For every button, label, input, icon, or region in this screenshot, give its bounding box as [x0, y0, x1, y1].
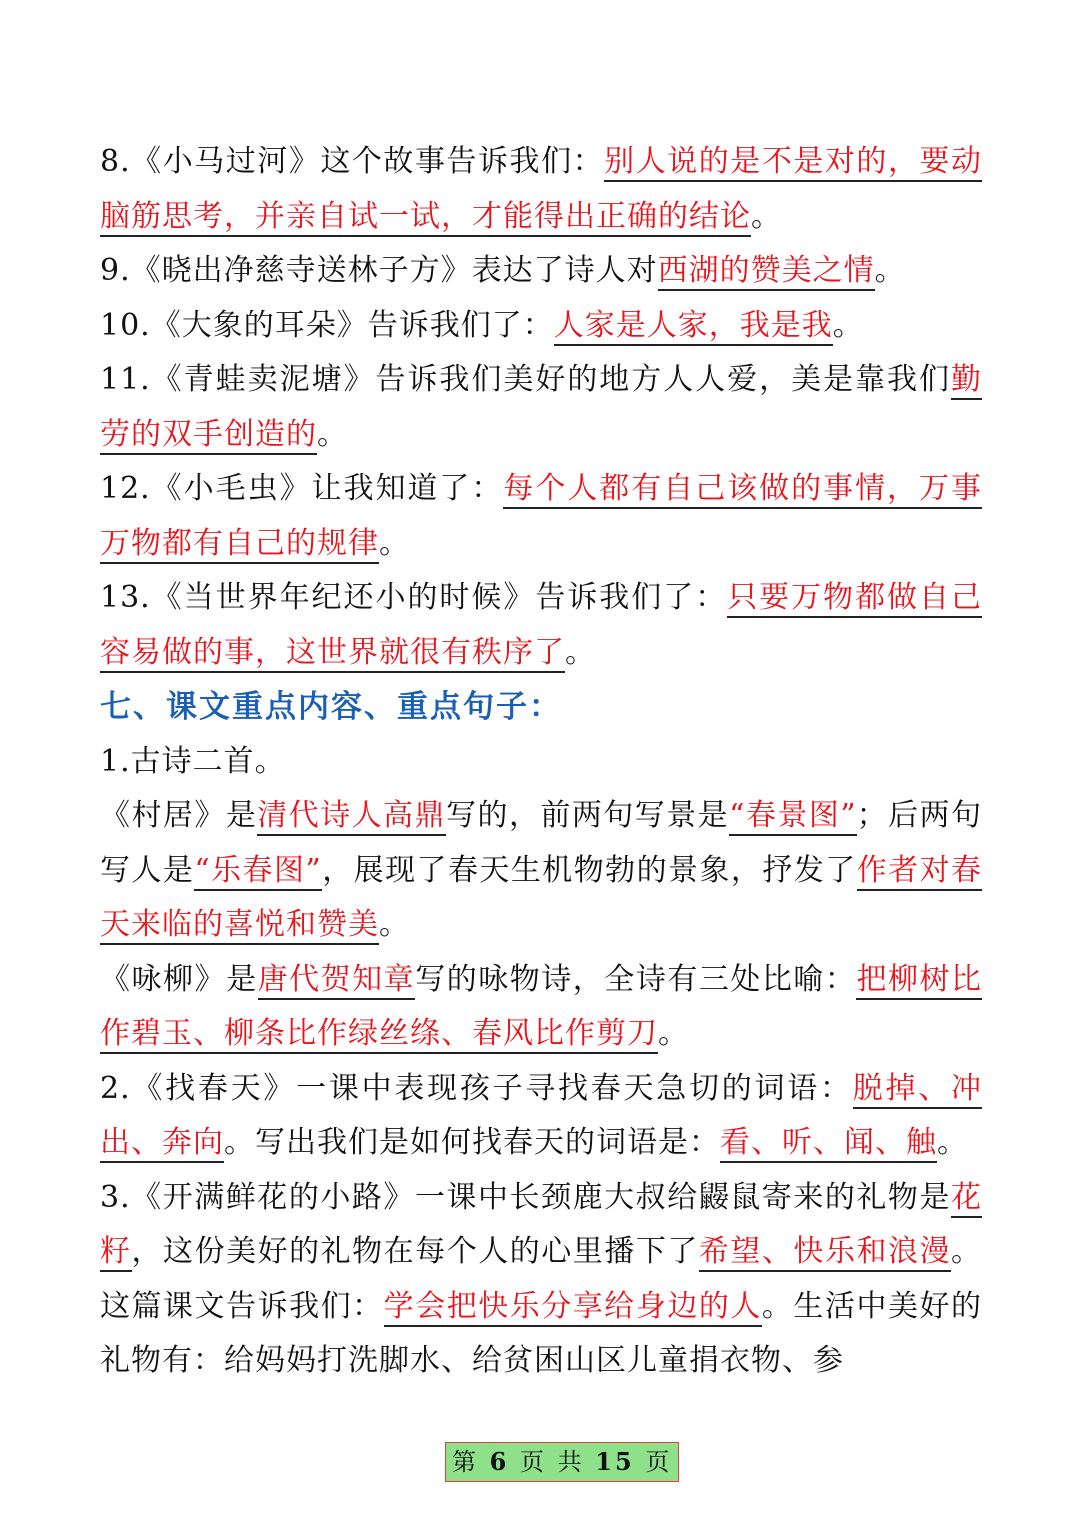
item-8-answer: 别人说的是不是对的，要动脑筋思考，并亲自试一试，才能得出正确的结论	[100, 144, 982, 237]
zhaochuntian-answer-2: 看、听、闻、触	[720, 1125, 937, 1163]
xiaolu-text-3: 。这篇课文告诉我们：	[100, 1234, 983, 1324]
yongliu-text-2: 写的咏物诗，全诗有三处比喻：	[415, 961, 857, 997]
item-11	[100, 353, 982, 462]
xiaolu-text-4: 。生活中美好的礼物有：给妈妈打洗脚水、给贫困山区儿童捐衣物、参	[100, 1288, 983, 1378]
sub1-title: 1.古诗二首。	[100, 743, 286, 779]
item-10-question: 10.《大象的耳朵》告诉我们了：	[100, 307, 554, 343]
cunju-text-4: ，展现了春天生机物勃的景象，抒发了	[321, 852, 857, 888]
xiaolu-answer-3: 学会把快乐分享给身边的人	[384, 1289, 762, 1327]
zhaochuntian-text-3: 。	[937, 1125, 968, 1160]
zhaochuntian-paragraph	[100, 1062, 982, 1171]
section-heading: 七、课文重点内容、重点句子：	[100, 689, 562, 725]
item-9-question: 9.《晓出净慈寺送林子方》表达了诗人对	[100, 253, 658, 288]
cunju-answer-2: “春景图”	[729, 798, 857, 836]
item-13-question: 13.《当世界年纪还小的时候》告诉我们了：	[100, 580, 728, 615]
cunju-answer-1: 清代诗人高鼎	[257, 798, 446, 836]
item-11-answer: 勤劳的双手创造的	[100, 362, 982, 455]
yongliu-answer-2: 把柳树比作碧玉、柳条比作绿丝绦、春风比作剪刀	[100, 962, 982, 1055]
item-10	[100, 299, 982, 354]
item-11-end: 。	[317, 416, 348, 452]
item-12	[100, 462, 982, 571]
yongliu-paragraph	[100, 953, 982, 1062]
cunju-text-1: 《村居》是	[100, 798, 258, 833]
yongliu-text-1: 《咏柳》是	[100, 961, 258, 997]
cunju-text-3: ；后两句写人是	[100, 798, 983, 888]
item-13-answer: 只要万物都做自己容易做的事，这世界就很有秩序了	[100, 580, 982, 673]
item-9	[100, 244, 982, 299]
footer-middle: 页 共	[519, 1448, 585, 1476]
item-11-question: 11.《青蛙卖泥塘》告诉我们美好的地方人人爱，美是靠我们	[100, 362, 951, 397]
footer-suffix: 页	[645, 1448, 673, 1476]
footer-total-pages: 15	[595, 1447, 635, 1476]
zhaochuntian-answer-1: 脱掉、冲出、奔向	[100, 1071, 982, 1164]
item-8-end: 。	[751, 198, 782, 234]
item-8-question: 8.《小马过河》这个故事告诉我们：	[100, 144, 605, 179]
document-page	[100, 135, 982, 1389]
item-13-end: 。	[565, 634, 596, 670]
footer-current-page: 6	[489, 1447, 510, 1476]
item-12-answer: 每个人都有自己该做的事情，万事万物都有自己的规律	[100, 471, 982, 564]
page-number-footer	[445, 1442, 679, 1482]
cunju-text-2: 写的，前两句写景是	[446, 798, 730, 833]
xiaolu-answer-2: 希望、快乐和浪漫	[699, 1234, 951, 1272]
zhaochuntian-text-1: 2.《找春天》一课中表现孩子寻找春天急切的词语：	[100, 1070, 853, 1106]
cunju-text-5: 。	[379, 907, 410, 942]
yongliu-text-3: 。	[658, 1016, 689, 1051]
item-9-answer: 西湖的赞美之情	[658, 253, 875, 291]
item-12-question: 12.《小毛虫》让我知道了：	[100, 471, 504, 506]
item-12-end: 。	[379, 525, 410, 561]
xiaolu-paragraph	[100, 1171, 982, 1389]
zhaochuntian-text-2: 。写出我们是如何找春天的词语是：	[224, 1125, 720, 1160]
yongliu-answer-1: 唐代贺知章	[258, 962, 416, 1000]
cunju-answer-3: “乐春图”	[194, 853, 321, 891]
xiaolu-text-1: 3.《开满鲜花的小路》一课中长颈鹿大叔给鼹鼠寄来的礼物是	[100, 1179, 951, 1215]
item-10-end: 。	[832, 307, 864, 343]
xiaolu-text-2: ，这份美好的礼物在每个人的心里播下了	[131, 1234, 699, 1269]
cunju-answer-4: 作者对春天来临的喜悦和赞美	[100, 853, 982, 946]
item-10-answer: 人家是人家，我是我	[554, 308, 833, 346]
item-9-end: 。	[874, 253, 906, 288]
item-13	[100, 571, 982, 680]
item-8	[100, 135, 982, 244]
cunju-paragraph	[100, 789, 982, 953]
footer-prefix: 第	[452, 1448, 479, 1476]
xiaolu-answer-1: 花籽	[100, 1180, 982, 1273]
